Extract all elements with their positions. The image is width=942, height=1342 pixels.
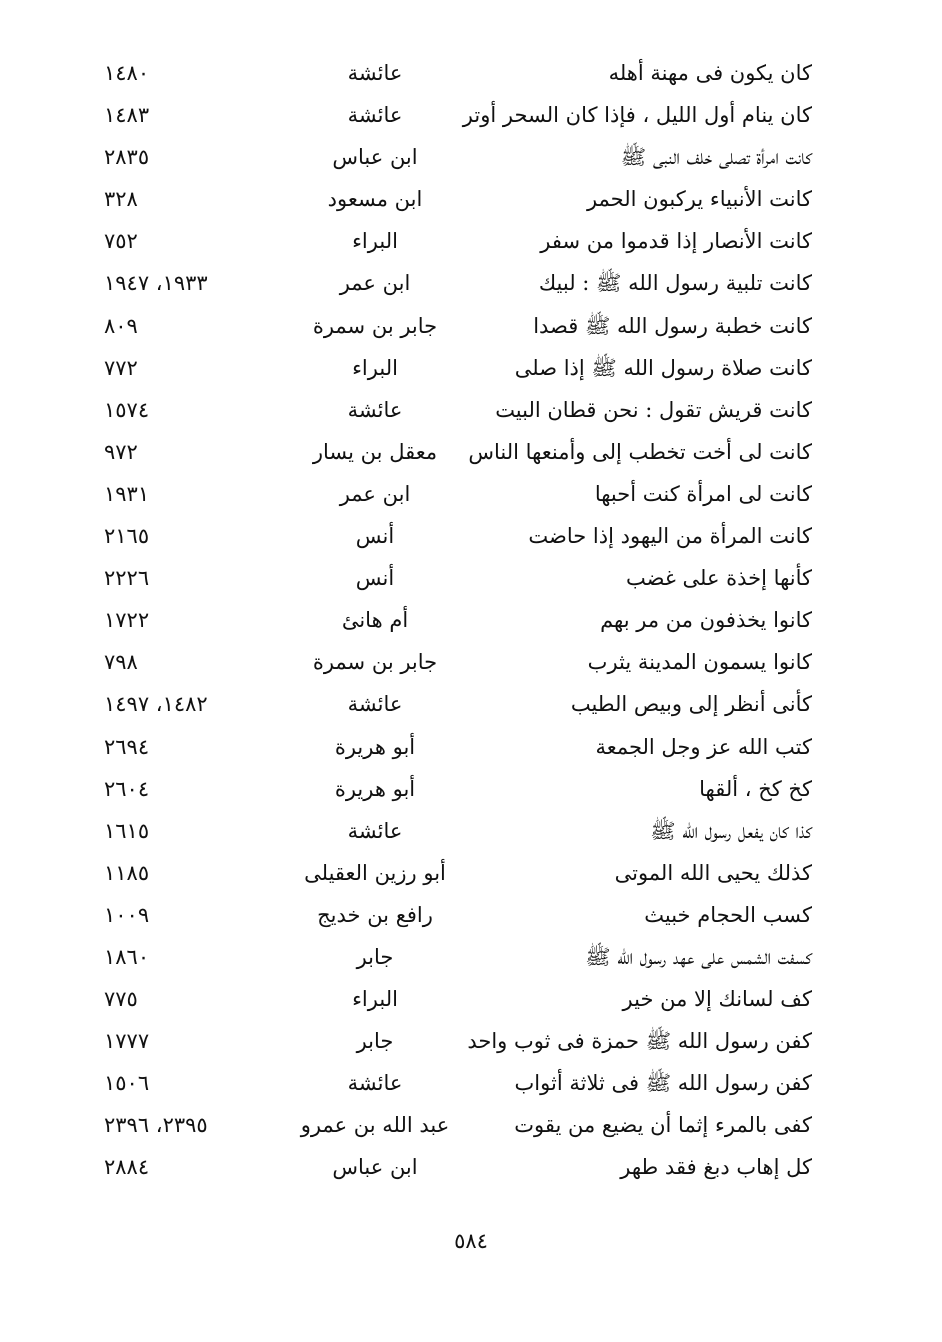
narrator-name: عائشة	[347, 1071, 403, 1096]
page-number: ٥٨٤	[454, 1229, 488, 1253]
index-row	[0, 305, 942, 347]
hadith-number: ١٤٨٣	[104, 103, 150, 128]
index-row	[0, 936, 942, 978]
hadith-text: كانت الأنصار إذا قدموا من سفر	[540, 229, 812, 254]
index-row	[0, 599, 942, 641]
index-row	[0, 641, 942, 683]
index-row	[0, 978, 942, 1020]
index-row	[0, 557, 942, 599]
hadith-number: ١٠٠٩	[104, 902, 150, 927]
hadith-number: ٢١٦٥	[104, 524, 150, 549]
hadith-number: ١٧٧٧	[104, 1029, 150, 1054]
hadith-number: ٢٦٠٤	[104, 776, 150, 801]
hadith-number: ٢٣٩٥، ٢٣٩٦	[104, 1113, 208, 1138]
index-row	[0, 768, 942, 810]
index-row	[0, 1104, 942, 1146]
hadith-number: ٢٨٨٤	[104, 1155, 150, 1180]
index-row	[0, 136, 942, 178]
index-row	[0, 1062, 942, 1104]
narrator-name: جابر بن سمرة	[312, 650, 438, 675]
hadith-text: كأنها إخذة على غضب	[626, 566, 812, 591]
narrator-name: ابن عباس	[332, 145, 418, 170]
hadith-number: ٣٢٨	[104, 187, 138, 212]
narrator-name: أنس	[355, 566, 395, 591]
hadith-number: ١٨٦٠	[104, 944, 150, 969]
hadith-text: كسفت الشمس على عهد رسول الله ﷺ	[585, 944, 812, 969]
hadith-number: ١٦١٥	[104, 818, 150, 843]
narrator-name: جابر بن سمرة	[312, 313, 438, 338]
index-row	[0, 52, 942, 94]
hadith-text: كفن رسول الله ﷺ حمزة فى ثوب واحد	[467, 1029, 812, 1054]
narrator-name: جابر	[356, 944, 394, 969]
narrator-name: ابن مسعود	[327, 187, 423, 212]
hadith-text: كأنى أنظر إلى وبيص الطيب	[570, 692, 812, 717]
hadith-number: ٧٧٢	[104, 355, 138, 380]
narrator-name: معقل بن يسار	[312, 439, 438, 464]
hadith-text: كانت خطبة رسول الله ﷺ قصدا	[533, 313, 812, 338]
hadith-text: كانت لى أخت تخطب إلى وأمنعها الناس	[468, 439, 812, 464]
hadith-text: كانت لى امرأة كنت أحبها	[594, 481, 812, 506]
hadith-text: كتب الله عز وجل الجمعة	[595, 734, 812, 759]
hadith-number: ٧٧٥	[104, 987, 138, 1012]
hadith-text: كذلك يحيى الله الموتى	[614, 860, 812, 885]
hadith-number: ٢٦٩٤	[104, 734, 150, 759]
hadith-text: كذا كان يفعل رسول الله ﷺ	[650, 818, 812, 843]
hadith-text: كان ينام أول الليل ، فإذا كان السحر أوتر	[462, 103, 812, 128]
index-row	[0, 515, 942, 557]
hadith-number: ١٩٣٣، ١٩٤٧	[104, 271, 208, 296]
hadith-number: ١٥٧٤	[104, 397, 150, 422]
index-row	[0, 810, 942, 852]
index-row	[0, 178, 942, 220]
hadith-number: ١٤٨٠	[104, 61, 150, 85]
hadith-text: كانت تلبية رسول الله ﷺ : لبيك	[538, 271, 812, 296]
narrator-name: عائشة	[347, 61, 403, 85]
narrator-name: عائشة	[347, 818, 403, 843]
hadith-text: كانت الأنبياء يركبون الحمر	[586, 187, 812, 212]
hadith-text: كانت قريش تقول : نحن قطان البيت	[495, 397, 812, 422]
hadith-number: ١١٨٥	[104, 860, 150, 885]
index-row	[0, 389, 942, 431]
hadith-text: كفى بالمرء إثما أن يضيع من يقوت	[514, 1113, 812, 1138]
hadith-text: كف لسانك إلا من خير	[622, 987, 812, 1012]
narrator-name: جابر	[356, 1029, 394, 1054]
narrator-name: عائشة	[347, 397, 403, 422]
hadith-text: كفن رسول الله ﷺ فى ثلاثة أثواب	[514, 1071, 812, 1096]
hadith-text: كان يكون فى مهنة أهله	[608, 61, 812, 85]
index-row	[0, 347, 942, 389]
index-row	[0, 473, 942, 515]
narrator-name: أم هانئ	[341, 608, 409, 633]
narrator-name: عائشة	[347, 103, 403, 128]
index-row	[0, 431, 942, 473]
narrator-name: أبو هريرة	[334, 776, 416, 801]
narrator-name: ابن عمر	[339, 271, 411, 296]
hadith-text: كانوا يسمون المدينة يثرب	[587, 650, 812, 675]
index-row	[0, 220, 942, 262]
hadith-text: كخ كخ ، ألقها	[699, 776, 812, 801]
hadith-number: ٢٢٢٦	[104, 566, 150, 591]
hadith-text: كانت المرأة من اليهود إذا حاضت	[528, 524, 812, 549]
narrator-name: البراء	[352, 987, 398, 1012]
narrator-name: أبو رزين العقيلى	[304, 860, 446, 885]
hadith-text: كل إهاب دبغ فقد طهر	[620, 1155, 812, 1180]
hadith-number: ٩٧٢	[104, 439, 138, 464]
hadith-text: كانت امرأة تصلى خلف النبى ﷺ	[620, 145, 812, 170]
hadith-number: ١٤٨٢، ١٤٩٧	[104, 692, 208, 717]
narrator-name: عبد الله بن عمرو	[300, 1113, 450, 1138]
narrator-name: عائشة	[347, 692, 403, 717]
index-row	[0, 726, 942, 768]
narrator-name: رافع بن خديج	[317, 902, 433, 927]
hadith-number: ٢٨٣٥	[104, 145, 150, 170]
narrator-name: البراء	[352, 229, 398, 254]
index-row	[0, 683, 942, 725]
hadith-text: كانت صلاة رسول الله ﷺ إذا صلى	[514, 355, 812, 380]
index-row	[0, 852, 942, 894]
hadith-text: كانوا يخذفون من مر بهم	[600, 608, 812, 633]
narrator-name: ابن عباس	[332, 1155, 418, 1180]
hadith-number: ١٩٣١	[104, 481, 150, 506]
narrator-name: أنس	[355, 524, 395, 549]
index-row	[0, 1020, 942, 1062]
hadith-number: ٧٥٢	[104, 229, 138, 254]
narrator-name: أبو هريرة	[334, 734, 416, 759]
hadith-number: ١٥٠٦	[104, 1071, 150, 1096]
hadith-number: ١٧٢٢	[104, 608, 150, 633]
hadith-number: ٧٩٨	[104, 650, 138, 675]
narrator-name: ابن عمر	[339, 481, 411, 506]
index-row	[0, 262, 942, 304]
hadith-text: كسب الحجام خبيث	[644, 902, 812, 927]
hadith-index-list	[0, 52, 942, 1189]
narrator-name: البراء	[352, 355, 398, 380]
index-row	[0, 894, 942, 936]
index-row	[0, 1146, 942, 1188]
index-row	[0, 94, 942, 136]
hadith-number: ٨٠٩	[104, 313, 138, 338]
